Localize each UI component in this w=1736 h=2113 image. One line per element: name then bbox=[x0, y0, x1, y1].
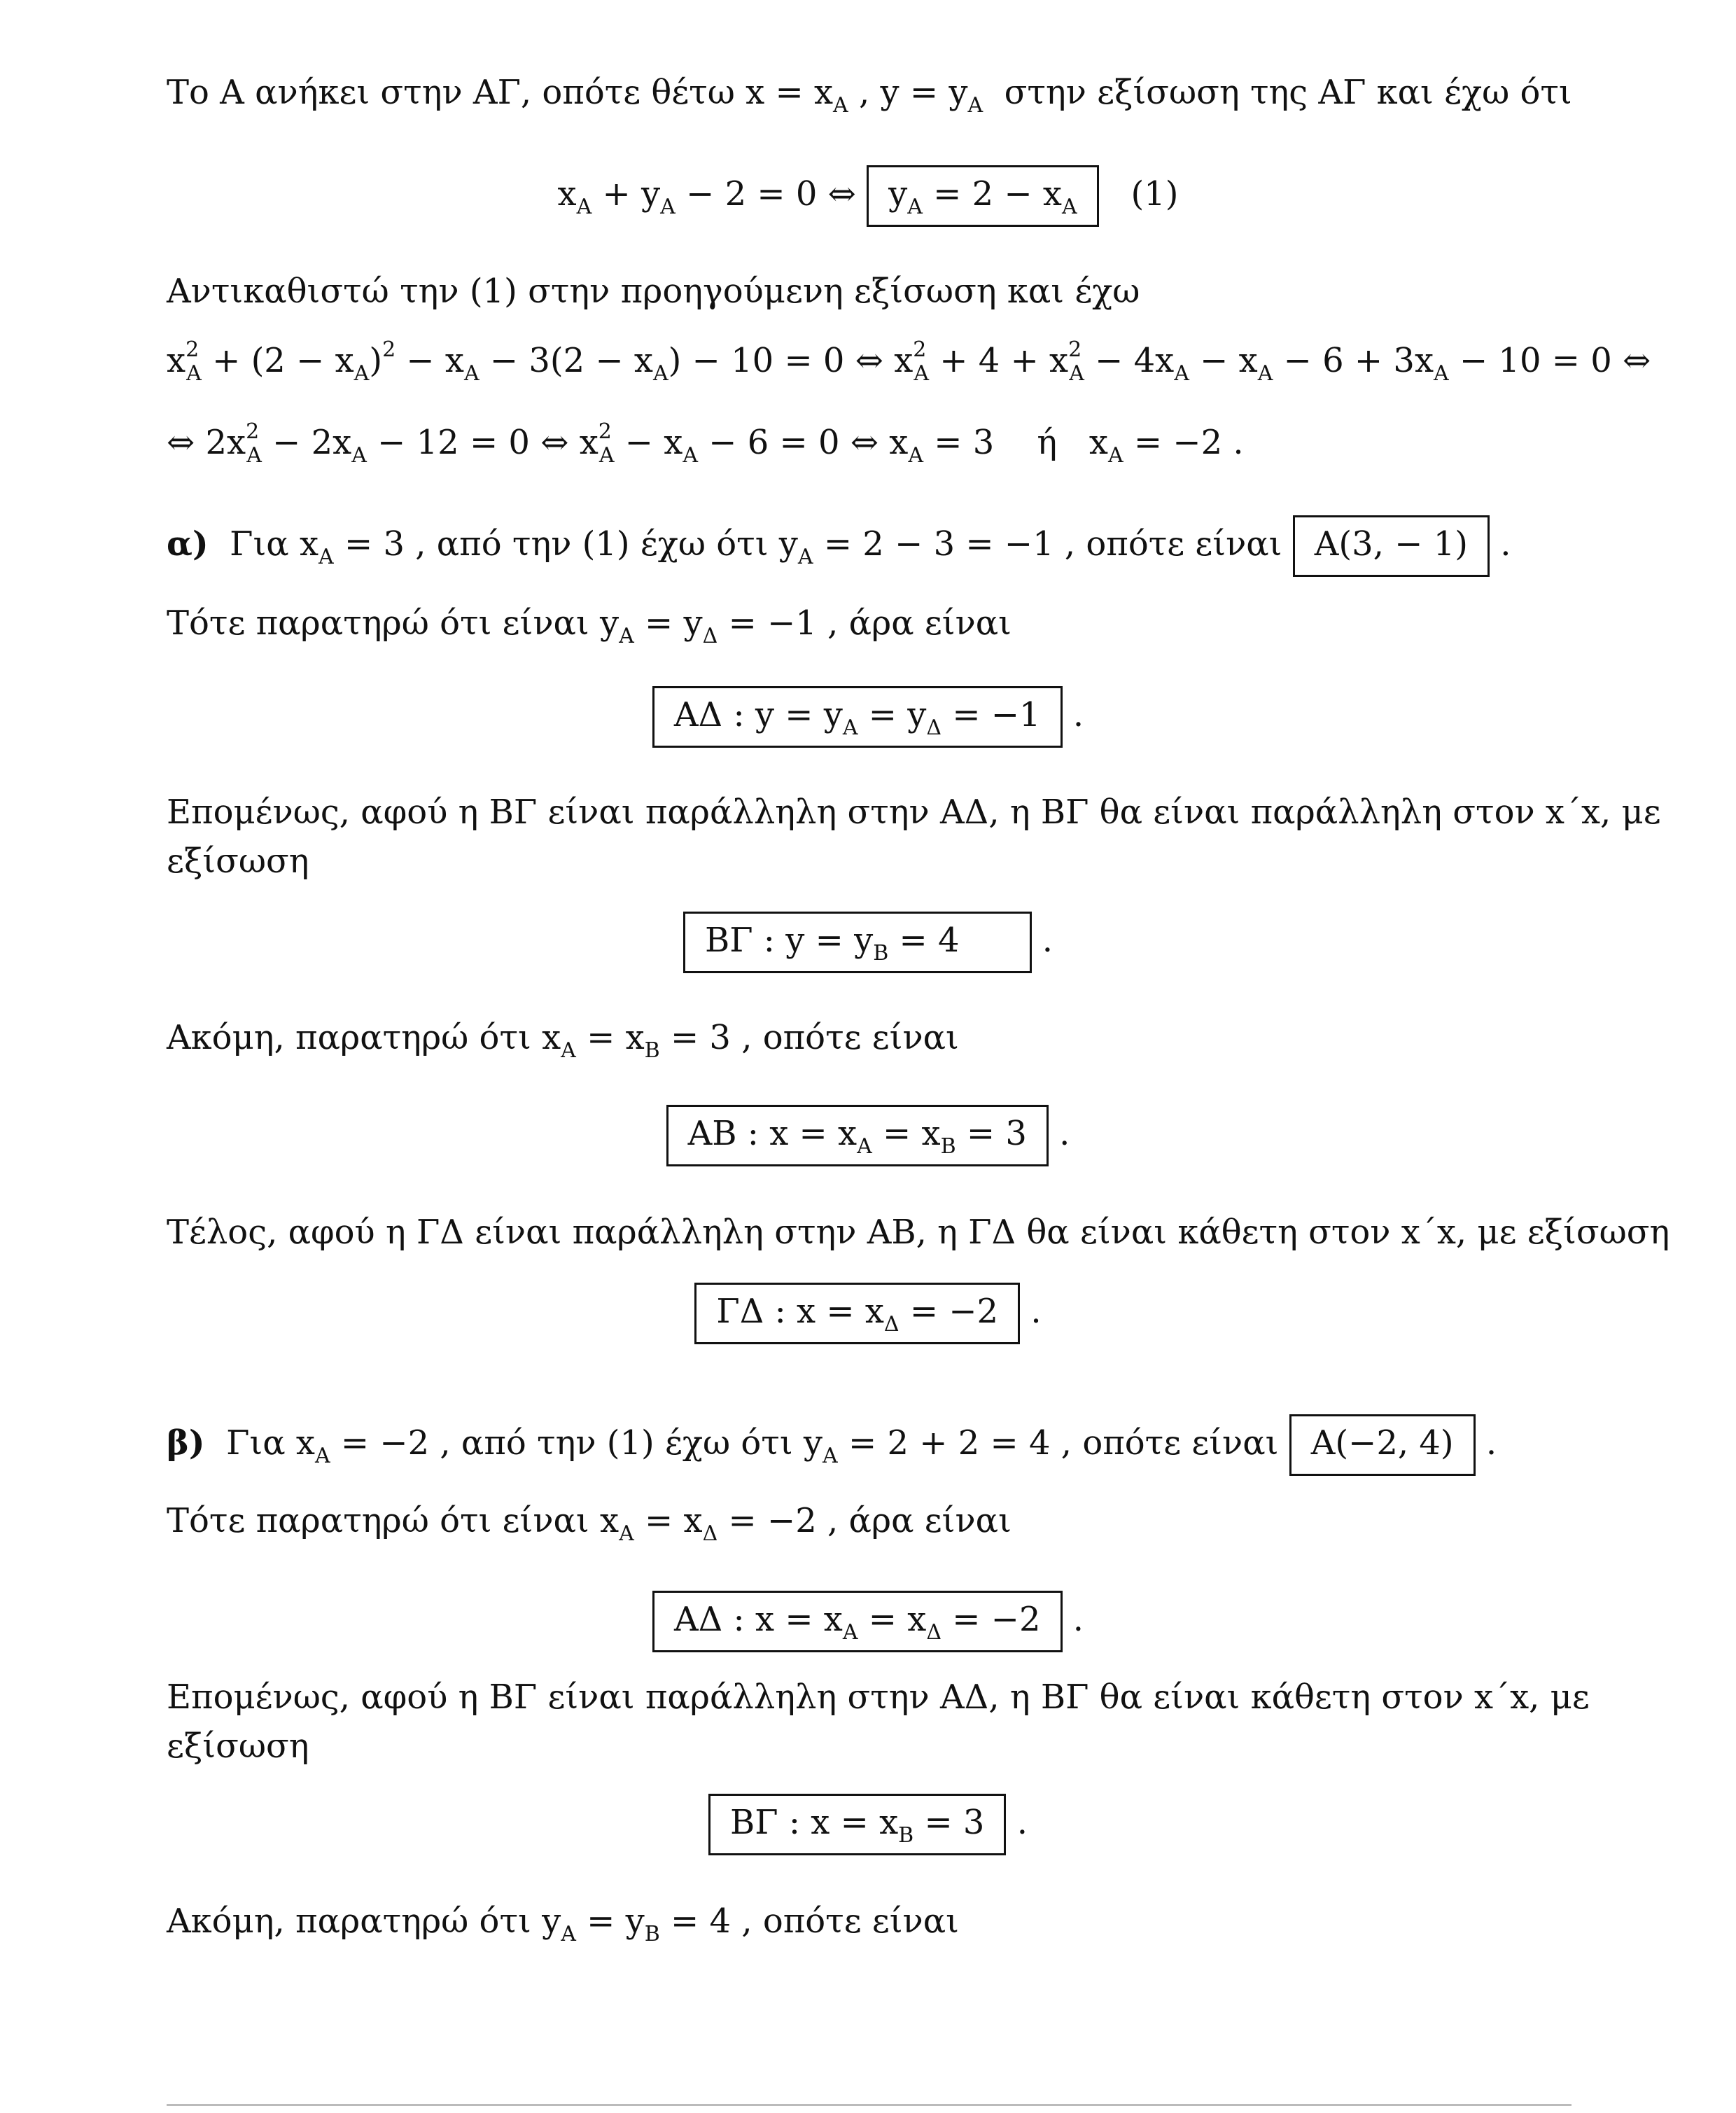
case-beta-line: β) Για $x_A = -2$ , από την (1) έχω ότι $y_A = 2 + 2 = 4$ , οπότε είναι A(−2, 4) . bbox=[167, 1414, 1497, 1476]
boxed-line-bg-alpha: ΒΓ : $y = y_B = 4$ . bbox=[0, 912, 1736, 973]
text-line-beta-xa: Τότε παρατηρώ ότι είναι $x_A = x_\Delta = -2$ , άρα είναι bbox=[167, 1501, 1011, 1546]
equation-roots: ⇔ $2x^2_A - 2x_A - 12 = 0$ ⇔ $x^2_A - x_A - 6 = 0$ ⇔ $x_A = 3$ ή $x_A = -2$ . bbox=[167, 419, 1244, 468]
text-line-alpha-bg-a: Επομένως, αφού η ΒΓ είναι παράλληλη στην ΑΔ, η ΒΓ θα είναι παράλληλη στον x΄x, με bbox=[167, 793, 1661, 832]
equation-1: $x_A + y_A - 2 = 0$ ⇔ $y_A = 2 - x_A$ (1) bbox=[0, 165, 1736, 227]
text-line-intro: Το A ανήκει στην ΑΓ, οπότε θέτω $x = x_A$ , $y = y_A$ στην εξίσωση της ΑΓ και έχω ότι bbox=[167, 73, 1572, 118]
text-line-alpha-gd: Τέλος, αφού η ΓΔ είναι παράλληλη στην ΑΒ, η ΓΔ θα είναι κάθετη στον x΄x, με εξίσωση bbox=[167, 1213, 1670, 1252]
boxed-line-ab-alpha: ΑΒ : $x = x_A = x_B = 3$ . bbox=[0, 1105, 1736, 1166]
text-line-substitute: Αντικαθιστώ την (1) στην προηγούμενη εξίσωση και έχω bbox=[167, 272, 1140, 311]
text-line-beta-bg-a: Επομένως, αφού η ΒΓ είναι παράλληλη στην ΑΔ, η ΒΓ θα είναι κάθετη στον x΄x, με bbox=[167, 1678, 1590, 1717]
text-line-alpha-xa: Ακόμη, παρατηρώ ότι $x_A = x_B = 3$ , οπότε είναι bbox=[167, 1018, 959, 1063]
boxed-result-ya: $y_A = 2 - x_A$ bbox=[867, 165, 1099, 227]
boxed-line-ad-alpha: ΑΔ : $y = y_A = y_\Delta = -1$ . bbox=[0, 686, 1736, 748]
boxed-line-bg-beta: ΒΓ : $x = x_B = 3$ . bbox=[0, 1794, 1736, 1855]
text-line-alpha-bg-b: εξίσωση bbox=[167, 842, 309, 881]
case-alpha-line: α) Για $x_A = 3$ , από την (1) έχω ότι $y_A = 2 - 3 = -1$ , οπότε είναι A(3, − 1) . bbox=[167, 515, 1511, 577]
text-line-alpha-ya: Τότε παρατηρώ ότι είναι $y_A = y_\Delta = -1$ , άρα είναι bbox=[167, 604, 1011, 648]
page-footer-rule bbox=[167, 2104, 1572, 2106]
boxed-line-ad-beta: ΑΔ : $x = x_A = x_\Delta = -2$ . bbox=[0, 1591, 1736, 1652]
text-line-beta-ya: Ακόμη, παρατηρώ ότι $y_A = y_B = 4$ , οπότε είναι bbox=[167, 1902, 959, 1946]
boxed-line-gd-alpha: ΓΔ : $x = x_\Delta = -2$ . bbox=[0, 1283, 1736, 1344]
case-alpha-label: α) bbox=[167, 524, 209, 564]
equation-expansion: $x^2_A + (2 - x_A)^2 - x_A - 3(2 - x_A) - 10 = 0$ ⇔ $x^2_A + 4 + x^2_A - 4x_A - x_A - 6 + 3x_A - 10 = 0$ ⇔ bbox=[167, 337, 1651, 386]
equation-tag: (1) bbox=[1130, 174, 1179, 214]
boxed-point-a-beta: A(−2, 4) bbox=[1289, 1414, 1476, 1476]
text-line-beta-bg-b: εξίσωση bbox=[167, 1727, 309, 1766]
boxed-point-a-alpha: A(3, − 1) bbox=[1293, 515, 1490, 577]
case-beta-label: β) bbox=[167, 1423, 205, 1463]
